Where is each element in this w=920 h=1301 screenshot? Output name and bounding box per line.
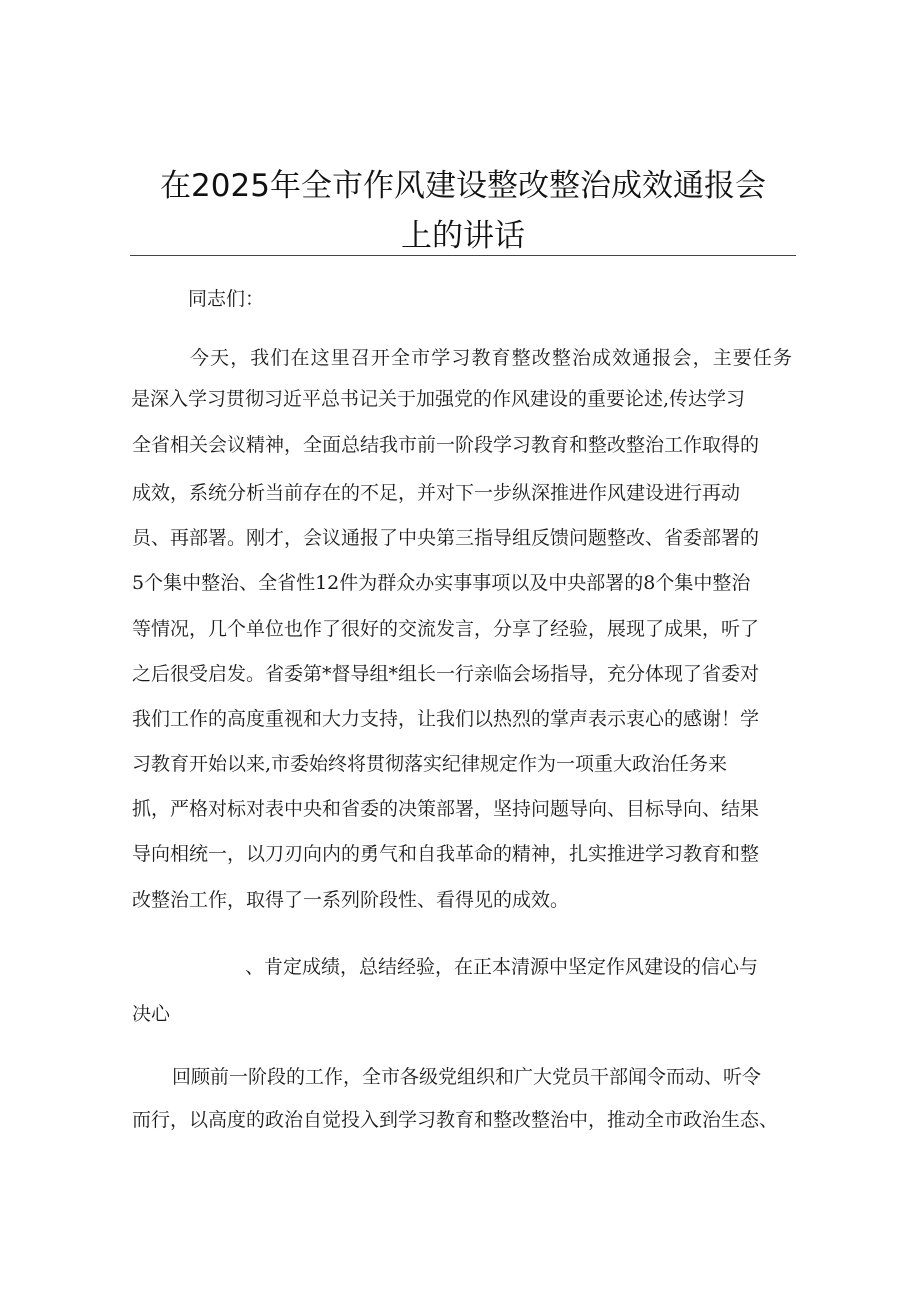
paragraph-1-line: 抓，严格对标对表中央和省委的决策部署，坚持问题导向、目标导向、结果: [132, 798, 760, 820]
paragraph-1-line: 是深入学习贯彻习近平总书记关于加强党的作风建设的重要论述,传达学习: [131, 388, 746, 410]
paragraph-1-line: 习教育开始以来,市委始终将贯彻落实纪律规定作为一项重大政治任务来: [132, 753, 728, 775]
paragraph-1-line: 成效，系统分析当前存在的不足，并对下一步纵深推进作风建设进行再动: [132, 482, 741, 504]
paragraph-1-line: 之后很受启发。省委第*督导组*组长一行亲临会场指导，充分体现了省委对: [132, 663, 760, 685]
paragraph-1-line: 导向相统一，以刀刃向内的勇气和自我革命的精神，扎实推进学习教育和整: [132, 843, 760, 865]
title-underline: [130, 255, 796, 256]
paragraph-1-line: 员、再部署。刚才，会议通报了中央第三指导组反馈问题整改、省委部署的: [132, 527, 760, 549]
document-title-line-2: 上的讲话: [401, 218, 525, 254]
paragraph-1-line: 5个集中整治、全省性12件为群众办实事事项以及中央部署的8个集中整治: [132, 572, 751, 594]
paragraph-2-line: 而行，以高度的政治自觉投入到学习教育和整改整治中，推动全市政治生态、: [132, 1109, 779, 1131]
paragraph-1-line: 全省相关会议精神，全面总结我市前一阶段学习教育和整改整治工作取得的: [132, 434, 760, 456]
paragraph-1-line: 今天，我们在这里召开全市学习教育整改整治成效通报会，主要任务: [190, 347, 792, 369]
paragraph-1-line: 我们工作的高度重视和大力支持，让我们以热烈的掌声表示衷心的感谢！学: [132, 708, 760, 730]
paragraph-2-line: 回顾前一阶段的工作，全市各级党组织和广大党员干部闻令而动、听令: [172, 1066, 762, 1088]
paragraph-1-line: 改整治工作，取得了一系列阶段性、看得见的成效。: [132, 889, 570, 911]
section-heading-line: 、肯定成绩，总结经验，在正本清源中坚定作风建设的信心与: [245, 956, 759, 978]
paragraph-1-line: 等情况，几个单位也作了很好的交流发言，分享了经验，展现了成果，听了: [132, 618, 760, 640]
document-title-line-1: 在2025年全市作风建设整改整治成效通报会: [160, 168, 766, 204]
salutation: 同志们：: [188, 288, 265, 310]
section-heading-line: 决心: [132, 1003, 171, 1025]
